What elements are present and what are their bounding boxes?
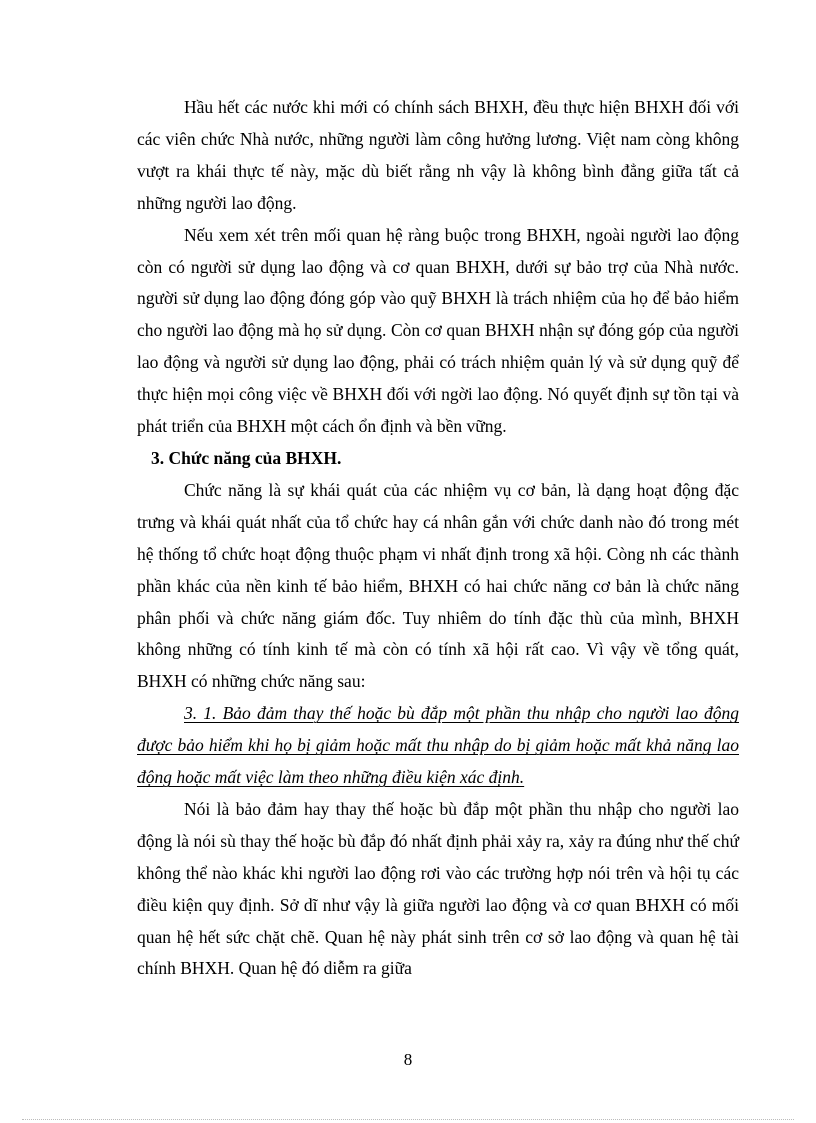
paragraph-4: Nói là bảo đảm hay thay thế hoặc bù đắp một phần thu nhập cho người lao động là nói sù thay thế hoặc bù đắp đó nhất định phải xảy ra, xảy ra đúng như thế chứ không thể nào khác khi người lao động rơi vào các trường hợp nói trên và hội tụ các điều kiện quy định. Sở dĩ như vậy là giữa người lao động và cơ quan BHXH có mối quan hệ hết sức chặt chẽ. Quan hệ này phát sinh trên cơ sở lao động và quan hệ tài chính BHXH. Quan hệ đó diễm ra giữa: [137, 798, 739, 979]
paragraph-2: Nếu xem xét trên mối quan hệ ràng buộc trong BHXH, ngoài người lao động còn có người sử dụng lao động và cơ quan BHXH, dưới sự bảo trợ của Nhà nước. người sử dụng lao động đóng góp vào quỹ BHXH là trách nhiệm của họ để bảo hiểm cho người lao động mà họ sử dụng. Còn cơ quan BHXH nhận sự đóng góp của người lao động và người sử dụng lao động, phải có trách nhiệm quản lý và sử dụng quỹ để thực hiện mọi công việc về BHXH đối với ngời lao động. Nó quyết định sự tồn tại và phát triển của BHXH một cách ổn định và bền vững.: [137, 224, 739, 437]
page-bottom-divider: [22, 1119, 794, 1120]
paragraph-3: Chức năng là sự khái quát của các nhiệm vụ cơ bản, là dạng hoạt động đặc trưng và khái quát nhất của tổ chức hay cá nhân gắn với chức danh nào đó trong mét hệ thống tổ chức hoạt động thuộc phạm vi nhất định trong xã hội. Còng nh các thành phần khác của nền kinh tế bảo hiểm, BHXH có hai chức năng cơ bản là chức năng phân phối và chức năng giám đốc. Tuy nhiêm do tính đặc thù của mình, BHXH không những có tính kinh tế mà còn có tính xã hội rất cao. Vì vậy về tổng quát, BHXH có những chức năng sau:: [137, 479, 739, 692]
paragraph-1: Hầu hết các nước khi mới có chính sách BHXH, đều thực hiện BHXH đối với các viên chức Nhà nước, những người làm công hưởng lương. Việt nam còng không vượt ra khái thực tế này, mặc dù biết rằng nh vậy là không bình đẳng giữa tất cả những người lao động.: [137, 97, 739, 213]
page-body: [137, 92, 739, 985]
section-heading: 3. Chức năng của BHXH.: [151, 447, 342, 468]
page-number: 8: [403, 1050, 413, 1069]
subsection-heading: 3. 1. Bảo đảm thay thế hoặc bù đắp một phần thu nhập cho người lao động được bảo hiểm khi họ bị giảm hoặc mất thu nhập do bị giảm hoặc mất khả năng lao động hoặc mất việc làm theo những điều kiện xác định.: [137, 703, 739, 788]
